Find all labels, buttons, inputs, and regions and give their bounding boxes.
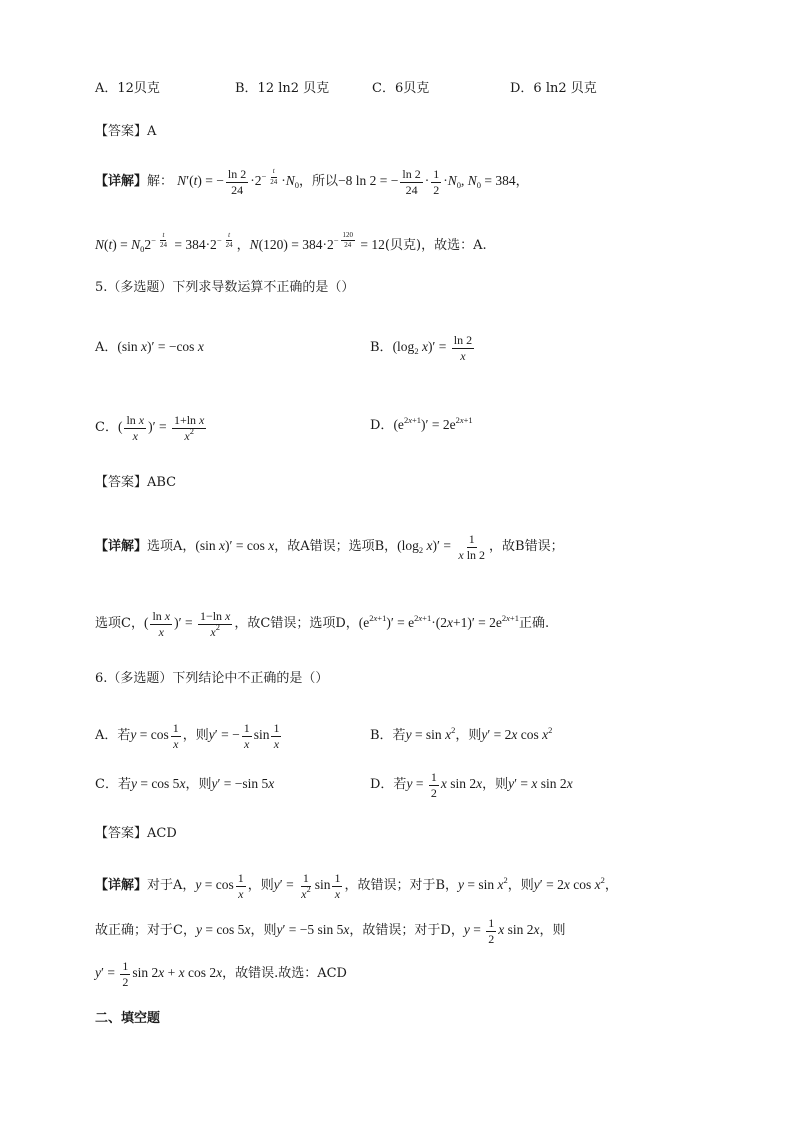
q6-option-d-label: D．若	[370, 777, 407, 793]
q6-option-b-formula1: $y = \sin x^2$	[405, 725, 456, 742]
q5-detail-c-text: 选项C，	[95, 616, 144, 632]
q4-formula-1: N′(t) = − $\frac{\ln 2}{24}$ $\cdot 2^{- \frac{t}{24}}$ $\cdot N_0$	[177, 167, 300, 197]
q6-option-a-label: A．若	[95, 728, 131, 744]
q6-detail-c-wrong: ，故错误；对于D，	[349, 923, 464, 939]
q6-option-c-formula1: y = cos 5x	[130, 776, 186, 791]
q5-detail-d-formula: $(e^{2x+1})' = e^{2x+1}\cdot(2x+1)' = 2e^{2x+1}$	[358, 613, 519, 631]
q4-detail-prefix: 解：	[147, 174, 174, 190]
q6-detail-c-formula2: y′ = −5 sin 5x	[276, 922, 350, 938]
q5-answer: 【答案】ABC	[95, 475, 177, 490]
q5-option-a-label: A．	[95, 340, 118, 355]
q6-option-b-then: ，则	[455, 728, 482, 743]
q4-detail-line2: $N(t) = N_02^{- \frac{t}{24}}$ = $384\cdot 2^{- \frac{t}{24}}$ ，$N(120) = 384\cdot 2^{- \frac{120}{24}}$ = 12(贝克)，故选：A.	[95, 231, 487, 254]
q5-detail-c-result: ，故C错误；选项D，	[234, 616, 359, 632]
q5-option-c-formula: ( $\frac{\text{ln x}}{x}$ )′ = $\frac{\text{1+ln x}}{x^2}$	[117, 413, 205, 443]
q6-detail-line2	[95, 917, 565, 945]
q6-option-c-formula2: y′ = −sin 5x	[211, 776, 275, 791]
q4-option-d: D．6 ln2 贝克	[510, 81, 597, 96]
section-title: 二、填空题	[95, 1011, 161, 1026]
q5-option-a-formula: (sin x)′ = −cos x	[117, 339, 204, 354]
q6-detail-a-formula1: y = cos $\frac{1}{x}$	[195, 871, 244, 901]
q6-detail-c-then: ，则	[250, 923, 277, 939]
q5-option-c-label: C．	[95, 420, 118, 436]
q5-option-b-label: B．	[370, 340, 393, 356]
q4-option-a: A．12贝克	[95, 81, 160, 96]
q6-option-b-label: B．若	[370, 728, 406, 743]
q6-detail-label: 【详解】	[95, 878, 148, 894]
q6-option-a-formula1: y = cos $\frac{1}{x}$	[130, 721, 179, 751]
q5-detail-a-text: 选项A，	[147, 539, 196, 555]
q6-option-a-formula2: y′ = − $\frac{1}{x}$ sin $\frac{1}{x}$	[208, 721, 280, 751]
q4-option-b: B．12 ln2 贝克	[235, 81, 330, 96]
q6-title: 6.（多选题）下列结论中不正确的是（）	[95, 671, 329, 686]
q6-option-c-then: ，则	[185, 777, 212, 792]
q6-detail-b-then: ，则	[507, 878, 534, 894]
q4-formula-2: −8 ln 2 = − $\frac{\ln 2}{24}$ · $\frac{1}{2}$ $\cdot N_0$, $N_0 = 384$	[338, 167, 516, 197]
q6-detail-line3	[95, 960, 347, 988]
q6-detail-a-wrong: ，故错误；对于B，	[344, 878, 459, 894]
q4-detail-line1: 【详解】解： N′(t) = − $\frac{\ln 2}{24}$ $\cdot 2^{- \frac{t}{24}}$ $\cdot N_0$，所以−8 ln 2 = − $\frac{\ln 2}{24}$ · $\frac{1}{2}$ $\cdot N_0$, $N_0 = 384$，	[95, 167, 529, 197]
q6-detail-a-then: ，则	[247, 878, 274, 894]
q5-detail-a-formula: (sin x)′ = cos x	[195, 538, 275, 554]
q6-detail-a-formula2: y′ = $\frac{1}{x^2}$ sin $\frac{1}{x}$	[273, 871, 341, 901]
q4-detail-label: 【详解】	[95, 174, 148, 190]
q6-option-c-label: C．若	[95, 777, 131, 792]
q6-detail-d-then: ，则	[539, 923, 566, 939]
q5-option-d-label: D．	[370, 418, 394, 433]
q5-detail-d-result: 正确.	[518, 616, 550, 632]
q5-title: 5.（多选题）下列求导数运算不正确的是（）	[95, 280, 355, 295]
q4-formula-4: $N(120) = 384\cdot 2^{- \frac{120}{24}}$ = 12	[249, 231, 385, 252]
q5-option-d-formula: $(e^{2x+1})' = 2e^{2x+1}$	[393, 415, 473, 432]
q4-answer: 【答案】A	[95, 124, 157, 139]
q5-detail-line2	[95, 610, 549, 638]
q6-detail-d-formula1: y = $\frac{1}{2}$ x sin 2x	[463, 916, 540, 946]
q5-option-b-formula: ($\log_2$ x)′ = $\frac{\ln 2}{x}$	[392, 333, 473, 363]
q6-detail-end: ，故错误.故选：ACD	[222, 966, 347, 982]
q5-detail-b-result: ，故B错误；	[489, 539, 564, 555]
q4-option-c: C．6贝克	[372, 81, 430, 96]
q6-option-d-formula2: y′ = x sin 2x	[508, 776, 573, 792]
q6-answer: 【答案】ACD	[95, 826, 177, 841]
q4-detail-end: (贝克)，故选：A.	[384, 237, 487, 253]
q6-detail-b-formula1: $y = \sin x^2$	[458, 875, 508, 893]
q5-detail-b-formula: ($\log_2$ x)′ = $\frac{1}{\text{x ln 2}}$	[397, 532, 486, 562]
q6-option-a-then: ，则	[182, 728, 209, 744]
q6-detail-a-text: 对于A，	[147, 878, 196, 894]
q5-detail-a-result: ，故A错误；选项B，	[274, 539, 398, 555]
q5-detail-label: 【详解】	[95, 539, 148, 555]
q6-option-d-formula1: y = $\frac{1}{2}$ x sin 2x	[406, 770, 483, 800]
q6-detail-line1: 【详解】对于A，y = cos $\frac{1}{x}$ ，则y′ = $\frac{1}{x^2}$ sin $\frac{1}{x}$ ，故错误；对于B，$y = \sin x^2$，则y′ = 2x $\cos x^2$，	[95, 871, 618, 901]
q4-formula-3: $N(t) = N_02^{- \frac{t}{24}}$ = $384\cdot 2^{- \frac{t}{24}}$	[95, 231, 233, 254]
q6-detail-b-formula2: y′ = 2x $\cos x^2$	[533, 875, 605, 893]
q4-detail-mid: ，所以	[299, 174, 339, 190]
q5-detail-line1	[95, 533, 564, 561]
q6-detail-b-right: 故正确；对于C，	[95, 923, 196, 939]
q6-option-b-formula2: y′ = 2x $\cos x^2$	[481, 725, 553, 742]
q5-detail-c-formula: ( $\frac{\text{ln x}}{x}$ )′ = $\frac{\text{1−ln x}}{x^2}$	[143, 609, 231, 639]
q6-option-d-then: ，则	[482, 777, 509, 793]
q6-detail-d-formula2: y′ = $\frac{1}{2}$ sin 2x + x cos 2x	[95, 959, 223, 989]
q6-detail-c-formula1: y = cos 5x	[195, 922, 251, 938]
